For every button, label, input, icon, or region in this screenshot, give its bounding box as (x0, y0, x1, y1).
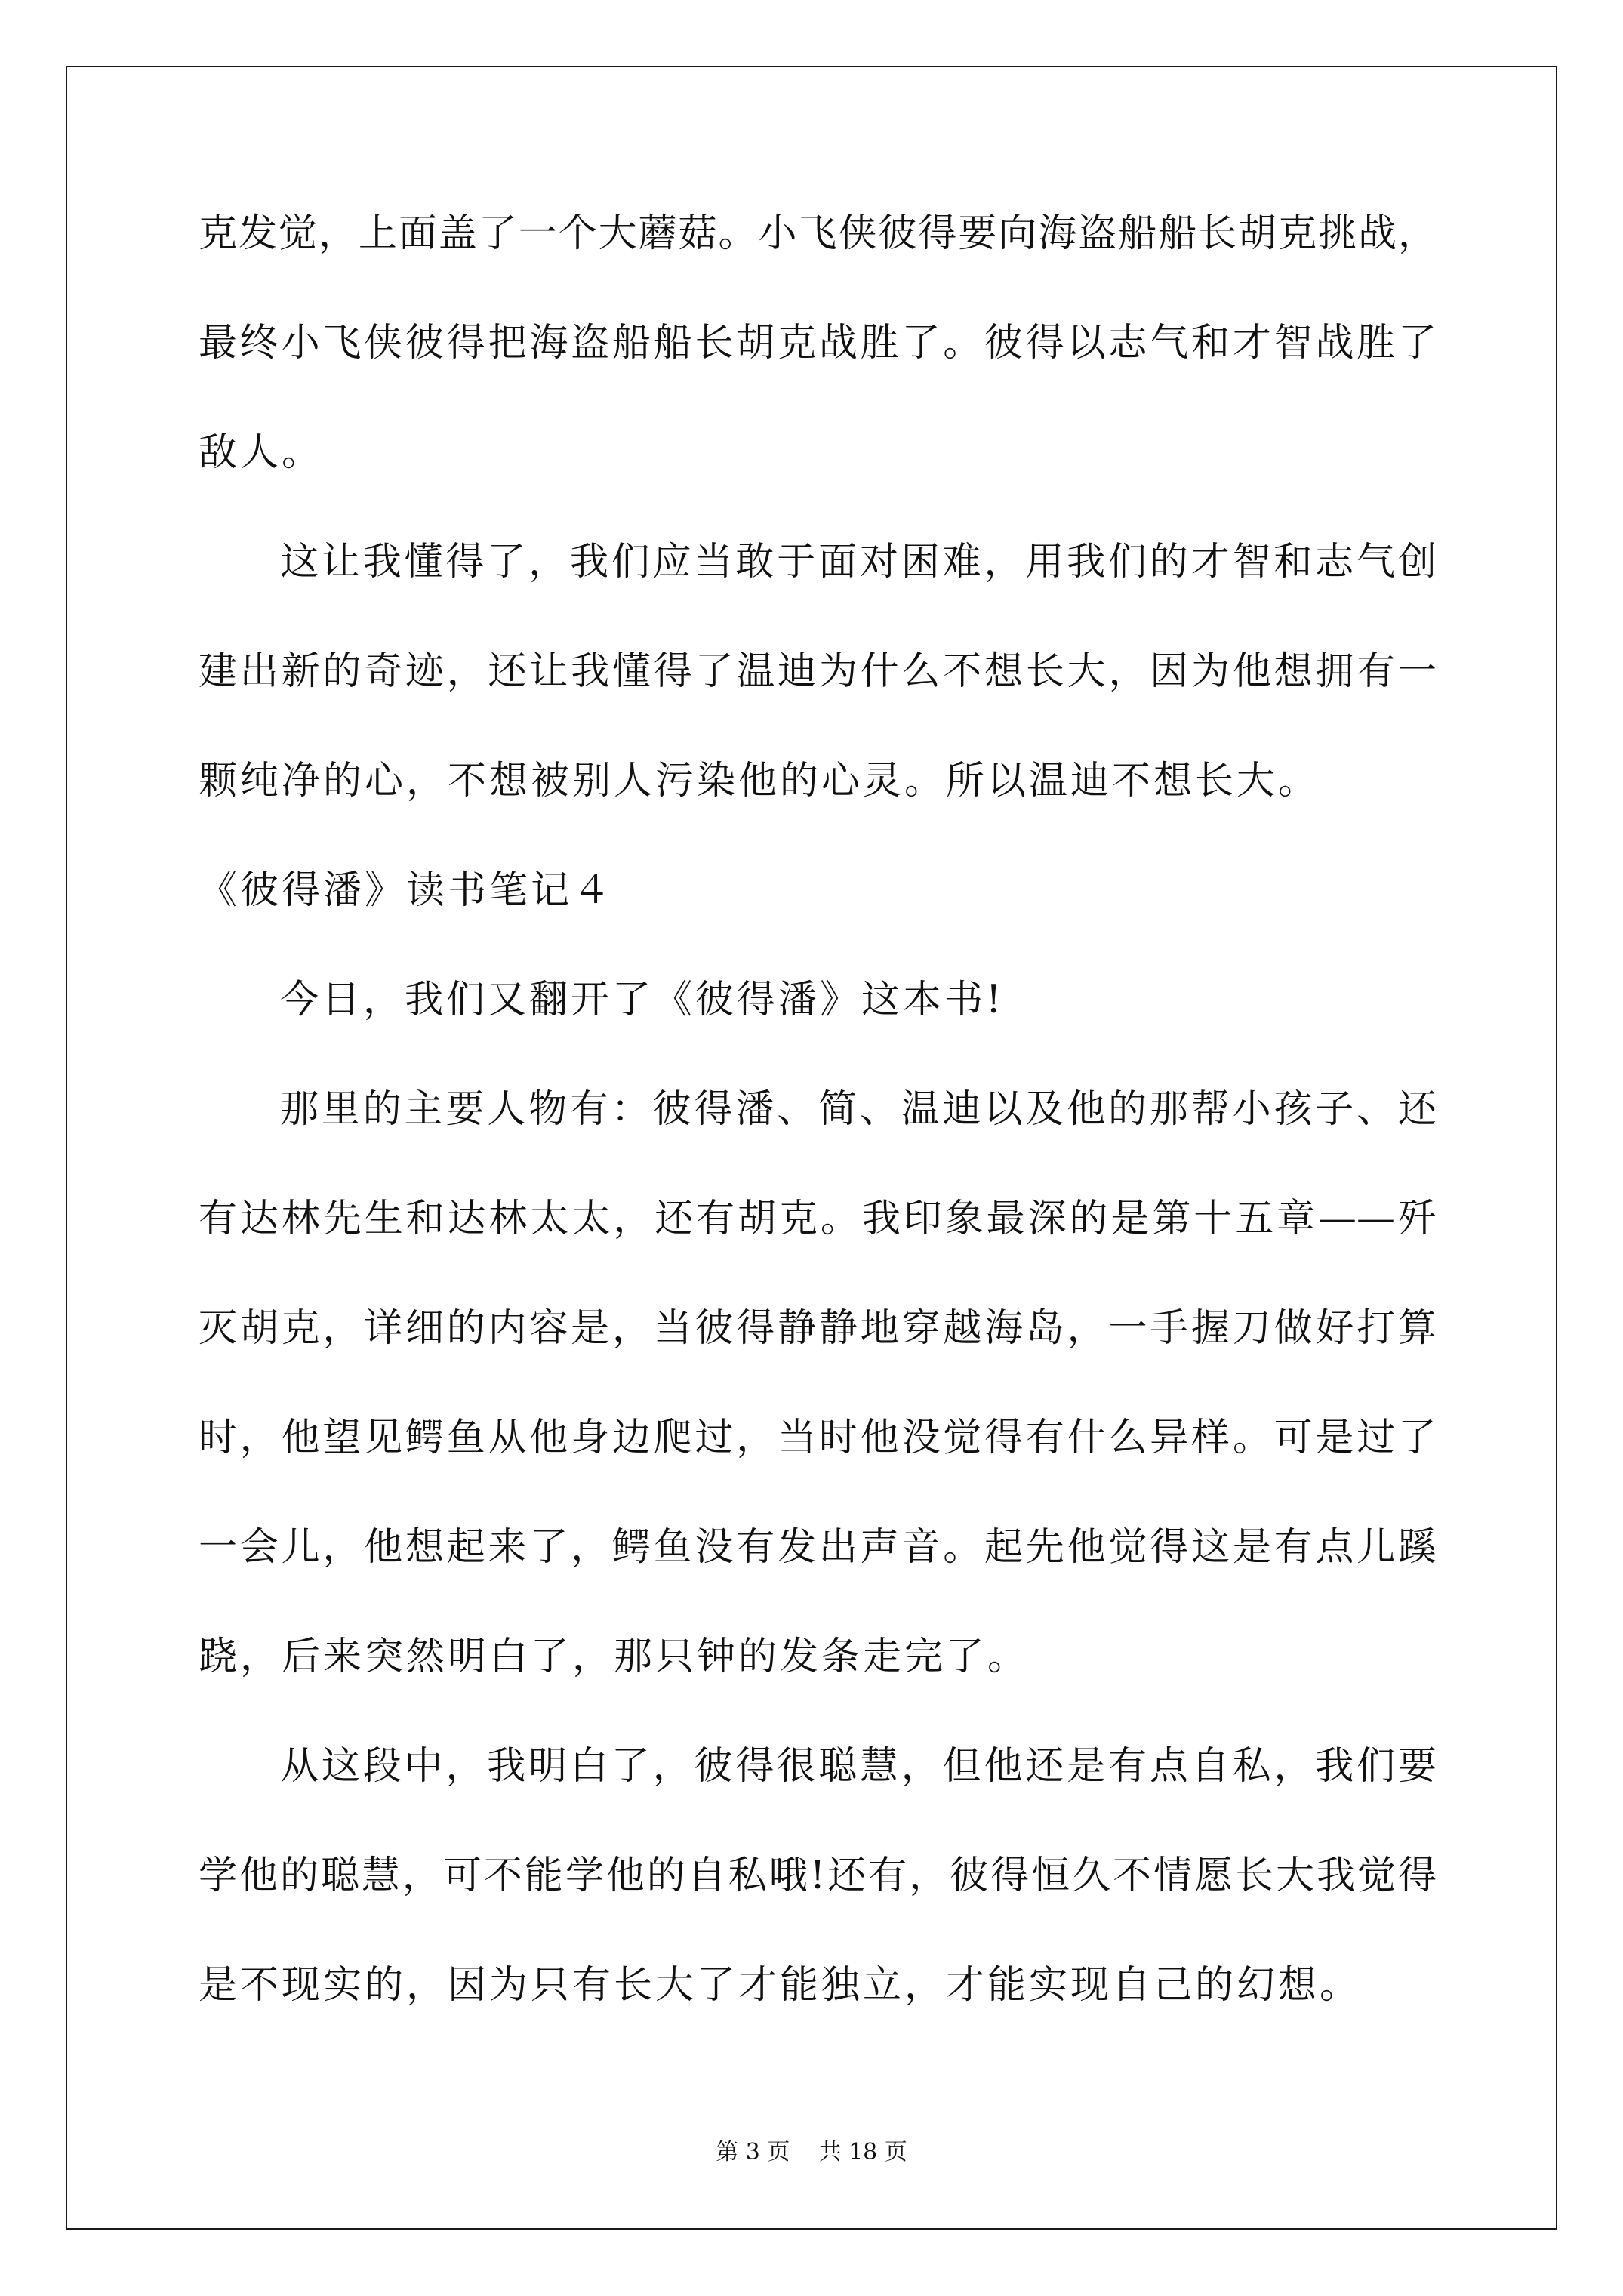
text-line: 有达林先生和达林太太，还有胡克。我印象最深的是第十五章——歼 (199, 1197, 1437, 1241)
text-line: 克发觉，上面盖了一个大蘑菇。小飞侠彼得要向海盗船船长胡克挑战， (199, 211, 1437, 256)
text-line: 跷，后来突然明白了，那只钟的发条走完了。 (199, 1635, 1030, 1679)
text-line: 一会儿，他想起来了，鳄鱼没有发出声音。起先他觉得这是有点儿蹊 (199, 1525, 1437, 1570)
text-line: 颗纯净的心，不想被别人污染他的心灵。所以温迪不想长大。 (199, 759, 1320, 803)
page-number: 第 3 页 (716, 2139, 790, 2165)
text-line: 从这段中，我明白了，彼得很聪慧，但他还是有点自私，我们要 (280, 1744, 1437, 1789)
text-line: 那里的主要人物有：彼得潘、简、温迪以及他的那帮小孩子、还 (280, 1087, 1437, 1132)
text-line: 这让我懂得了，我们应当敢于面对困难，用我们的才智和志气创 (280, 540, 1437, 584)
text-line: 今日，我们又翻开了《彼得潘》这本书! (280, 978, 1005, 1022)
page-footer (0, 2133, 1623, 2166)
text-line: 敌人。 (199, 430, 324, 475)
text-line: 灭胡克，详细的内容是，当彼得静静地穿越海岛，一手握刀做好打算 (199, 1306, 1437, 1351)
document-body (199, 204, 1437, 2065)
text-line: 建出新的奇迹，还让我懂得了温迪为什么不想长大，因为他想拥有一 (199, 649, 1437, 694)
page-total: 共 18 页 (818, 2139, 907, 2165)
text-line: 时，他望见鳄鱼从他身边爬过，当时他没觉得有什么异样。可是过了 (199, 1416, 1437, 1460)
text-line: 学他的聪慧，可不能学他的自私哦!还有，彼得恒久不情愿长大我觉得 (199, 1854, 1437, 1898)
text-line: 是不现实的，因为只有长大了才能独立，才能实现自己的幻想。 (199, 1963, 1362, 2008)
section-heading: 《彼得潘》读书笔记４ (199, 868, 614, 913)
text-line: 最终小飞侠彼得把海盗船船长胡克战胜了。彼得以志气和才智战胜了 (199, 321, 1437, 365)
